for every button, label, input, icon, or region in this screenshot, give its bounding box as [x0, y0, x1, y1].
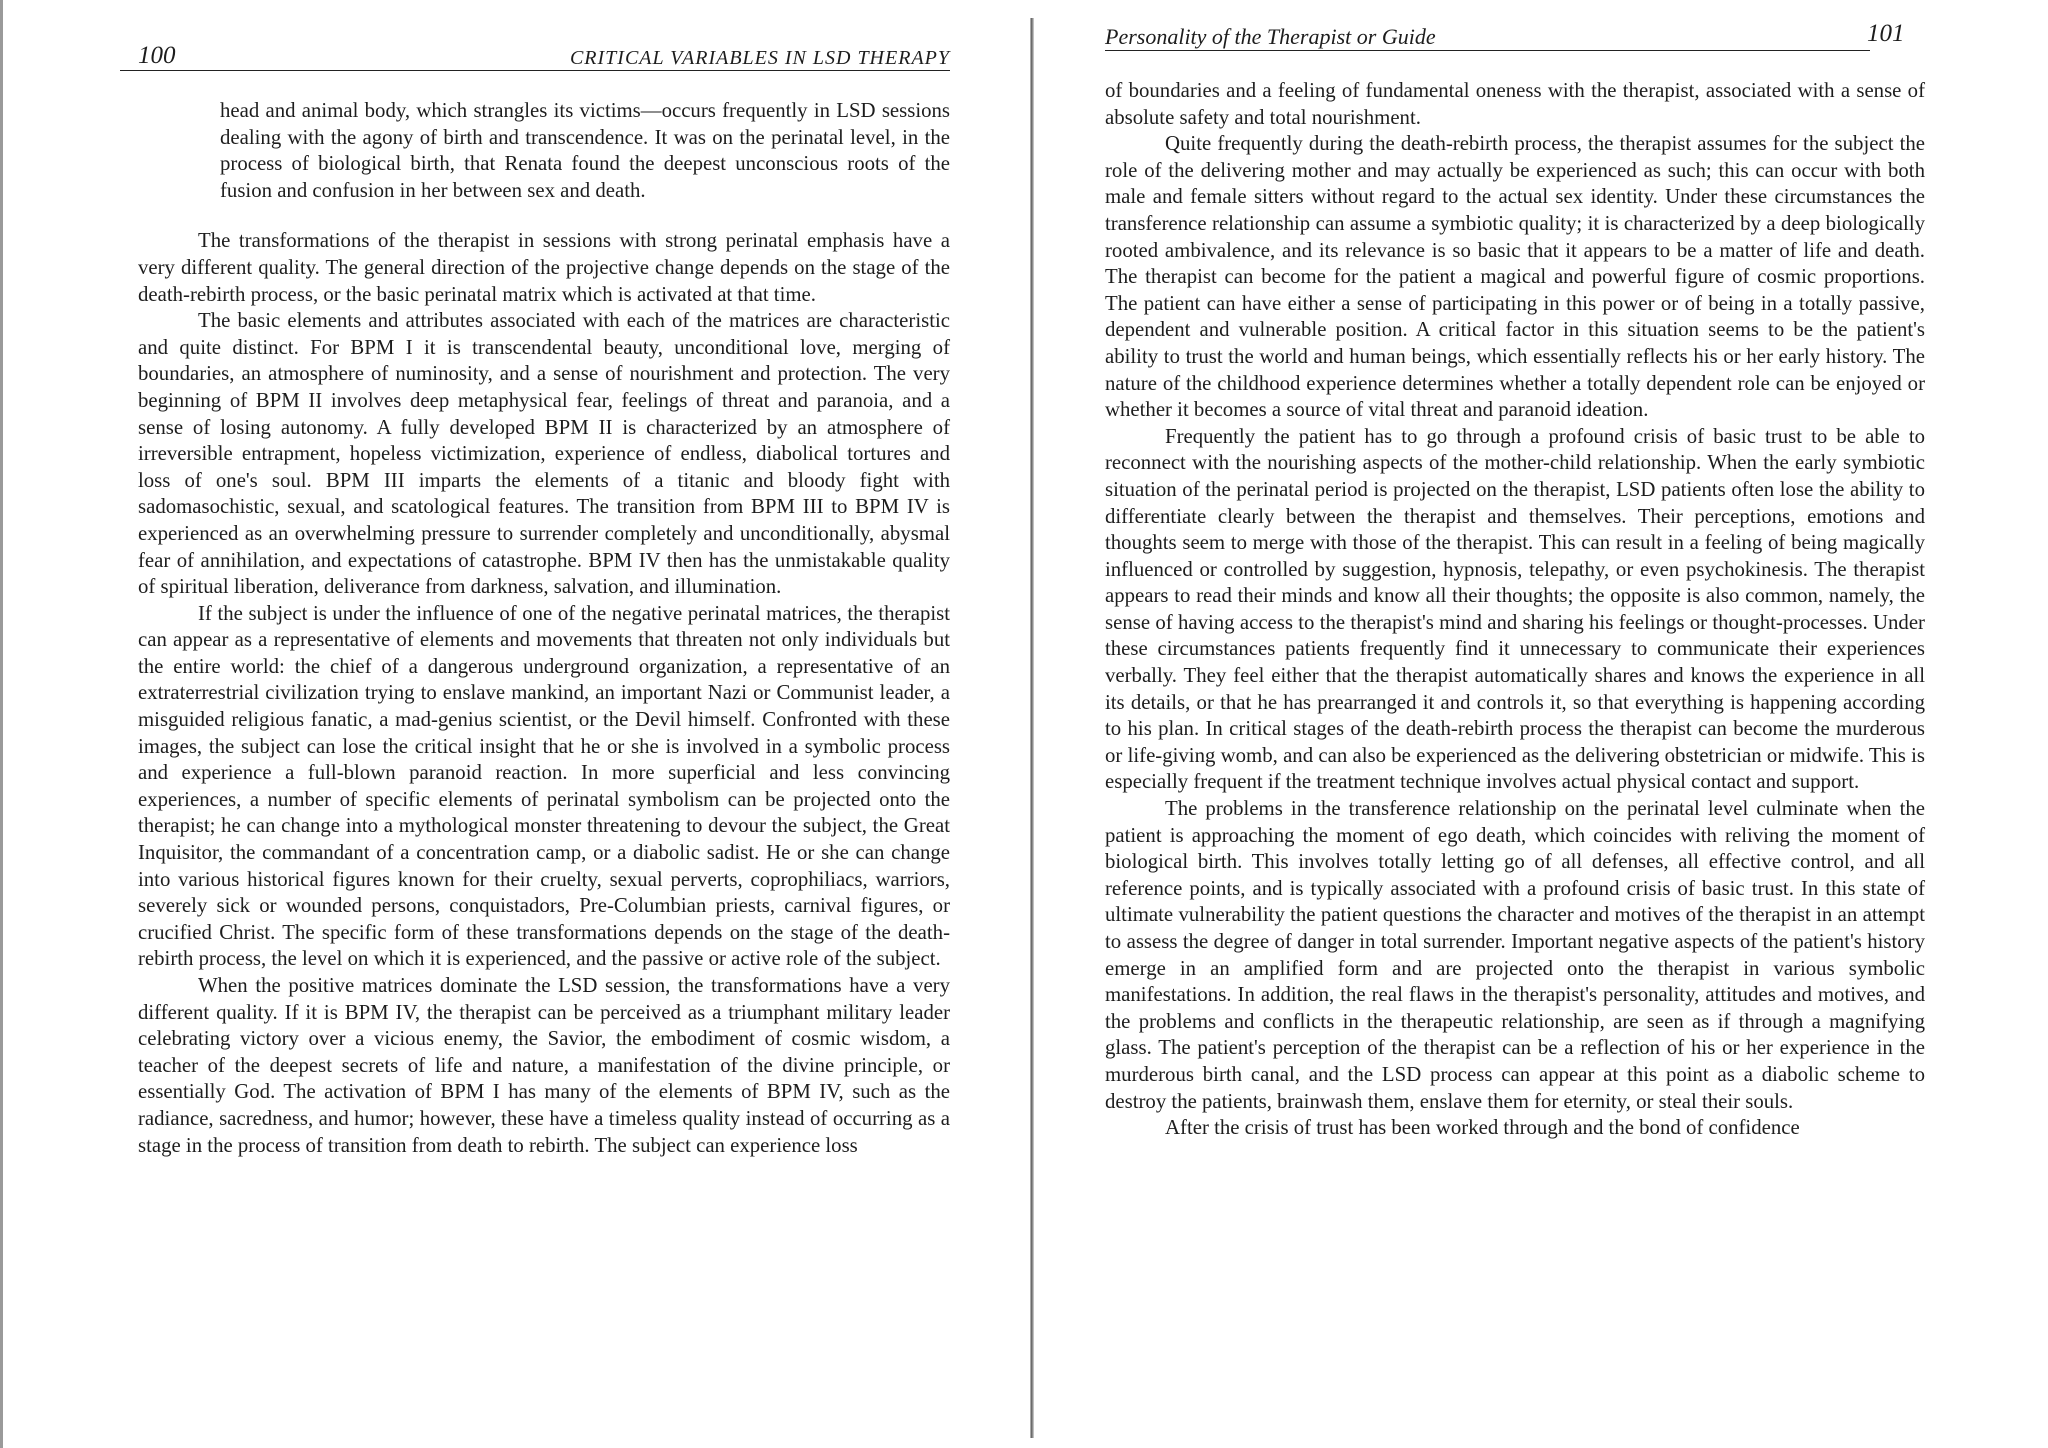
- book-gutter: [1030, 18, 1034, 1438]
- paragraph: If the subject is under the influence of one of the negative perinatal matrices, the therapist can appear as a representative of elements and movements that threaten not only individuals but the entire world: the chief of a dangerous underground organization, a representative of an extraterrestrial civilization trying to enslave mankind, an important Nazi or Communist leader, a misguided religious fanatic, a mad-genius scientist, or the Devil himself. Confronted with these images, the subject can lose the critical insight that he or she is involved in a symbolic process and experience a full-blown paranoid reaction. In more superficial and less convincing experiences, a number of specific elements of perinatal symbolism can be projected onto the therapist; he can change into a mythological monster threatening to devour the subject, the Great Inquisitor, the commandant of a concentration camp, or a diabolic sadist. He or she can change into various historical figures known for their cruelty, sexual perverts, coprophiliacs, warriors, severely sick or wounded persons, conquistadors, Pre-Columbian priests, carnival figures, or crucified Christ. The specific form of these transformations depends on the stage of the death-rebirth process, the level on which it is experienced, and the passive or active role of the subject.: [138, 601, 950, 971]
- right-page-number: 101: [1867, 20, 1905, 47]
- paragraph: After the crisis of trust has been worked through and the bond of confidence: [1165, 1116, 1800, 1140]
- right-body-text: [1105, 78, 1925, 1142]
- right-page: [1105, 0, 1930, 1448]
- left-page-number: 100: [138, 42, 176, 69]
- left-running-head: [120, 38, 950, 71]
- page-edge: [0, 0, 3, 1448]
- paragraph: When the positive matrices dominate the LSD session, the transformations have a very different quality. If it is BPM IV, the therapist can be perceived as a triumphant military leader celebrating victory over a vicious enemy, the Savior, the embodiment of cosmic wisdom, a teacher of the deepest secrets of life and nature, a manifestation of the divine principle, or essentially God. The activation of BPM I has many of the elements of BPM IV, such as the radiance, sacredness, and humor; however, these have a timeless quality instead of occurring as a stage in the process of transition from death to rebirth. The subject can experience loss: [138, 974, 950, 1157]
- left-body-text: [138, 98, 950, 1159]
- left-running-title: CRITICAL VARIABLES IN LSD THERAPY: [569, 47, 950, 69]
- left-page: [120, 0, 950, 1448]
- paragraph: The basic elements and attributes associated with each of the matrices are characteristic and quite distinct. For BPM I it is transcendental beauty, unconditional love, merging of boundaries, an atmosphere of numinosity, and a sense of nourishment and protection. The very beginning of BPM II involves deep metaphysical fear, feelings of threat and paranoia, and a sense of losing autonomy. A fully developed BPM II is characterized by an atmosphere of irreversible entrapment, hopeless victimization, experience of endless, diabolical tortures and loss of one's soul. BPM III imparts the elements of a titanic and bloody fight with sadomasochistic, sexual, and scatological features. The transition from BPM III to BPM IV is experienced as an overwhelming pressure to surrender completely and unconditionally, abysmal fear of annihilation, and expectations of catastrophe. BPM IV then has the unmistakable quality of spiritual liberation, deliverance from darkness, salvation, and illumination.: [138, 309, 950, 599]
- paragraph: head and animal body, which strangles its victims—occurs frequently in LSD sessions dealing with the agony of birth and transcendence. It was on the perinatal level, in the process of biological birth, that Renata found the deepest unconscious roots of the fusion and confusion in her between sex and death.: [220, 99, 950, 202]
- paragraph: Quite frequently during the death-rebirth process, the therapist assumes for the subject the role of the delivering mother and may actually be experienced as such; this can occur with both male and female sitters without regard to the actual sex identity. Under these circumstances the transference relationship can assume a symbiotic quality; it is characterized by a deep biologically rooted ambivalence, and its relevance is so basic that it appears to be a matter of life and death. The therapist can become for the patient a magical and powerful figure of cosmic proportions. The patient can have either a sense of participating in this power or of being in a totally passive, dependent and vulnerable position. A critical factor in this situation seems to be the patient's ability to trust the world and human beings, which essentially reflects his or her early history. The nature of the childhood experience determines whether a totally dependent role can be enjoyed or whether it becomes a source of vital threat and paranoid ideation.: [1105, 132, 1925, 422]
- right-running-head: [1105, 18, 1905, 51]
- paragraph: The problems in the transference relationship on the perinatal level culminate when the patient is approaching the moment of ego death, which coincides with reliving the moment of biological birth. This involves totally letting go of all defenses, all effective control, and all reference points, and is typically associated with a profound crisis of basic trust. In this state of ultimate vulnerability the patient questions the character and motives of the therapist in an attempt to assess the degree of danger in total surrender. Important negative aspects of the patient's history emerge in an amplified form and are projected onto the therapist in various symbolic manifestations. In addition, the real flaws in the therapist's personality, attitudes and motives, and the problems and conflicts in the therapeutic relationship, are seen as if through a magnifying glass. The patient's perception of the therapist can be a reflection of his or her experience in the murderous birth canal, and the LSD process can appear at this point as a diabolic scheme to destroy the patients, brainwash them, enslave them for eternity, or steal their souls.: [1105, 797, 1925, 1113]
- paragraph: The transformations of the therapist in sessions with strong perinatal emphasis have a very different quality. The general direction of the projective change depends on the stage of the death-rebirth process, or the basic perinatal matrix which is activated at that time.: [138, 229, 950, 306]
- paragraph: of boundaries and a feeling of fundamental oneness with the therapist, associated with a sense of absolute safety and total nourishment.: [1105, 79, 1925, 129]
- right-running-title: Personality of the Therapist or Guide: [1105, 24, 1436, 49]
- paragraph: Frequently the patient has to go through a profound crisis of basic trust to be able to reconnect with the nourishing aspects of the mother-child relationship. When the early symbiotic situation of the perinatal period is projected on the therapist, LSD patients often lose the ability to differentiate clearly between the therapist and themselves. Their perceptions, emotions and thoughts seem to merge with those of the therapist. This can result in a feeling of being magically influenced or controlled by suggestion, hypnosis, telepathy, or even psychokinesis. The therapist appears to read their minds and know all their thoughts; the opposite is also common, namely, the sense of having access to the therapist's mind and sharing his feelings or thought-processes. Under these circumstances patients frequently find it unnecessary to communicate their experiences verbally. They feel either that the therapist automatically shares and knows the experience in all its details, or that he has prearranged it and controls it, so that everything is happening according to his plan. In critical stages of the death-rebirth process the therapist can become the murderous or life-giving womb, and can also be experienced as the delivering obstetrician or midwife. This is especially frequent if the treatment technique involves actual physical contact and support.: [1105, 424, 1925, 794]
